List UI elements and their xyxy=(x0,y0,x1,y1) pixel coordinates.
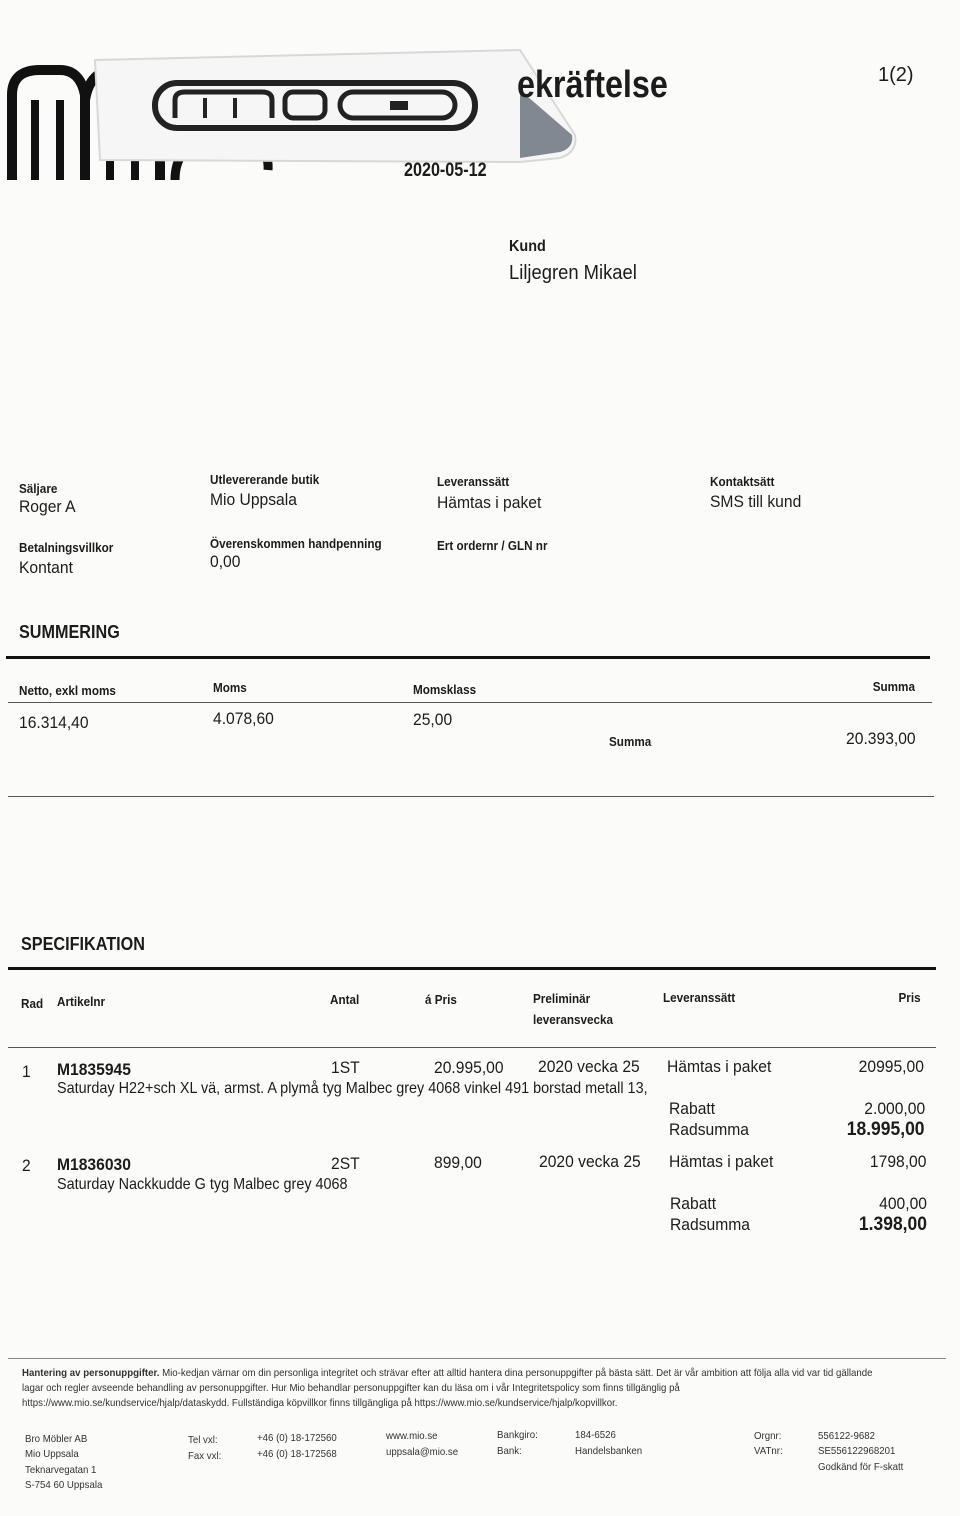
fax-label: Fax vxl: xyxy=(188,1450,222,1462)
col-price: Pris xyxy=(898,990,921,1005)
footer-rule xyxy=(8,1358,946,1359)
row-week: 2020 vecka 25 xyxy=(539,1152,641,1171)
row-sum: 1.398,00 xyxy=(858,1214,927,1235)
vatnr-label: VATnr: xyxy=(754,1445,783,1457)
row-unit-price: 899,00 xyxy=(434,1153,482,1172)
row-price: 20995,00 xyxy=(858,1057,924,1076)
row-unit-price: 20.995,00 xyxy=(434,1058,504,1077)
sum-column-label: Summa xyxy=(872,679,915,694)
page-number: 1(2) xyxy=(878,64,914,86)
privacy-line1: Mio-kedjan värnar om din personliga integritet och strävar efter att alltid hantera dina personuppgifter på bästa sätt. Det är vår ambition att följa alla vid var tid gällande xyxy=(162,1367,873,1379)
col-week-line1: Preliminär xyxy=(533,991,591,1006)
store-value: Mio Uppsala xyxy=(210,490,297,509)
summary-heading: SUMMERING xyxy=(19,622,120,642)
customer-name: Liljegren Mikael xyxy=(509,262,637,284)
row-description: Saturday H22+sch XL vä, armst. A plymå tyg Malbec grey 4068 vinkel 491 borstad metall 13, xyxy=(57,1080,648,1097)
summary-header-rule xyxy=(8,702,932,703)
row-sum-label: Radsumma xyxy=(669,1120,749,1139)
col-week-line2: leveransvecka xyxy=(533,1012,614,1027)
f-tax-note: Godkänd för F-skatt xyxy=(818,1461,904,1473)
privacy-line2: lagar och regler avseende behandling av personuppgifter. Hur Mio behandlar personuppgifter kan du läsa om i vår Integritetspolicy som finns tillgänglig på xyxy=(22,1382,680,1394)
specification-top-rule xyxy=(8,967,936,970)
net-value: 16.314,40 xyxy=(19,713,89,732)
row-discount: 400,00 xyxy=(879,1194,927,1213)
delivery-value: Hämtas i paket xyxy=(437,493,542,512)
vat-label: Moms xyxy=(213,680,247,695)
vat-class-value: 25,00 xyxy=(413,710,453,729)
row-discount: 2.000,00 xyxy=(864,1099,925,1118)
net-label: Netto, exkl moms xyxy=(19,683,116,698)
email-link[interactable]: uppsala@mio.se xyxy=(386,1446,459,1458)
bank-value: Handelsbanken xyxy=(575,1445,643,1457)
seller-value: Roger A xyxy=(19,497,76,516)
contact-label: Kontaktsätt xyxy=(710,474,775,489)
row-qty: 2ST xyxy=(331,1154,360,1173)
privacy-line3: https://www.mio.se/kundservice/hjalp/dataskydd. Fullständiga köpvillkor finns tillgängliga på https://www.mio.se/kundservice/hjalp/kopvillkor. xyxy=(22,1397,618,1409)
orgnr-label: Orgnr: xyxy=(754,1430,782,1442)
payment-value: Kontant xyxy=(19,558,73,577)
fax-value: +46 (0) 18-172568 xyxy=(257,1448,337,1460)
deposit-label: Överenskommen handpenning xyxy=(210,536,382,551)
delivery-label: Leveranssätt xyxy=(437,474,510,489)
bankgiro-value: 184-6526 xyxy=(575,1429,616,1441)
orgnr-value: 556122-9682 xyxy=(818,1430,875,1442)
store-label: Utlevererande butik xyxy=(210,472,320,487)
bank-label: Bank: xyxy=(497,1445,522,1457)
company-store: Mio Uppsala xyxy=(25,1448,79,1460)
row-discount-label: Rabatt xyxy=(670,1194,717,1213)
bankgiro-label: Bankgiro: xyxy=(497,1429,538,1441)
vat-value: 4.078,60 xyxy=(213,709,274,728)
document-title: ekräftelse xyxy=(517,64,668,106)
row-description: Saturday Nackkudde G tyg Malbec grey 4068 xyxy=(57,1176,348,1193)
seller-label: Säljare xyxy=(19,481,58,496)
payment-label: Betalningsvillkor xyxy=(19,540,114,555)
sum-value: 20.393,00 xyxy=(846,729,916,748)
summary-top-rule xyxy=(6,656,930,659)
vatnr-value: SE556122968201 xyxy=(818,1445,896,1457)
tel-value: +46 (0) 18-172560 xyxy=(257,1432,337,1444)
row-qty: 1ST xyxy=(331,1058,360,1077)
row-delivery: Hämtas i paket xyxy=(667,1057,772,1076)
document-date: 2020-05-12 xyxy=(404,160,487,181)
col-article: Artikelnr xyxy=(57,994,106,1009)
summary-bottom-rule xyxy=(8,796,934,797)
mio-logo xyxy=(0,40,600,190)
contact-value: SMS till kund xyxy=(710,492,802,511)
specification-header-rule xyxy=(8,1047,936,1048)
col-unit-price: á Pris xyxy=(425,992,457,1007)
company-postal: S-754 60 Uppsala xyxy=(25,1479,103,1491)
col-qty: Antal xyxy=(330,992,360,1007)
col-row: Rad xyxy=(21,996,44,1011)
privacy-notice xyxy=(22,1367,872,1379)
company-name: Bro Möbler AB xyxy=(25,1433,88,1445)
row-price: 1798,00 xyxy=(869,1152,926,1171)
row-article: M1835945 xyxy=(57,1060,131,1079)
row-number: 2 xyxy=(22,1156,31,1175)
row-article: M1836030 xyxy=(57,1155,131,1174)
sum-label: Summa xyxy=(609,734,652,749)
specification-heading: SPECIFIKATION xyxy=(21,934,145,954)
company-street: Teknarvegatan 1 xyxy=(25,1464,97,1476)
row-sum: 18.995,00 xyxy=(847,1119,925,1140)
vat-class-label: Momsklass xyxy=(413,682,477,697)
col-delivery: Leveranssätt xyxy=(663,990,736,1005)
row-week: 2020 vecka 25 xyxy=(538,1057,640,1076)
row-delivery: Hämtas i paket xyxy=(669,1152,774,1171)
privacy-title: Hantering av personuppgifter. xyxy=(22,1367,160,1379)
order-number-label: Ert ordernr / GLN nr xyxy=(437,538,548,553)
tel-label: Tel vxl: xyxy=(188,1434,218,1446)
customer-label: Kund xyxy=(509,238,546,255)
website-link[interactable]: www.mio.se xyxy=(386,1430,438,1442)
row-discount-label: Rabatt xyxy=(669,1099,716,1118)
row-number: 1 xyxy=(22,1062,31,1081)
row-sum-label: Radsumma xyxy=(670,1215,750,1234)
deposit-value: 0,00 xyxy=(210,552,241,571)
